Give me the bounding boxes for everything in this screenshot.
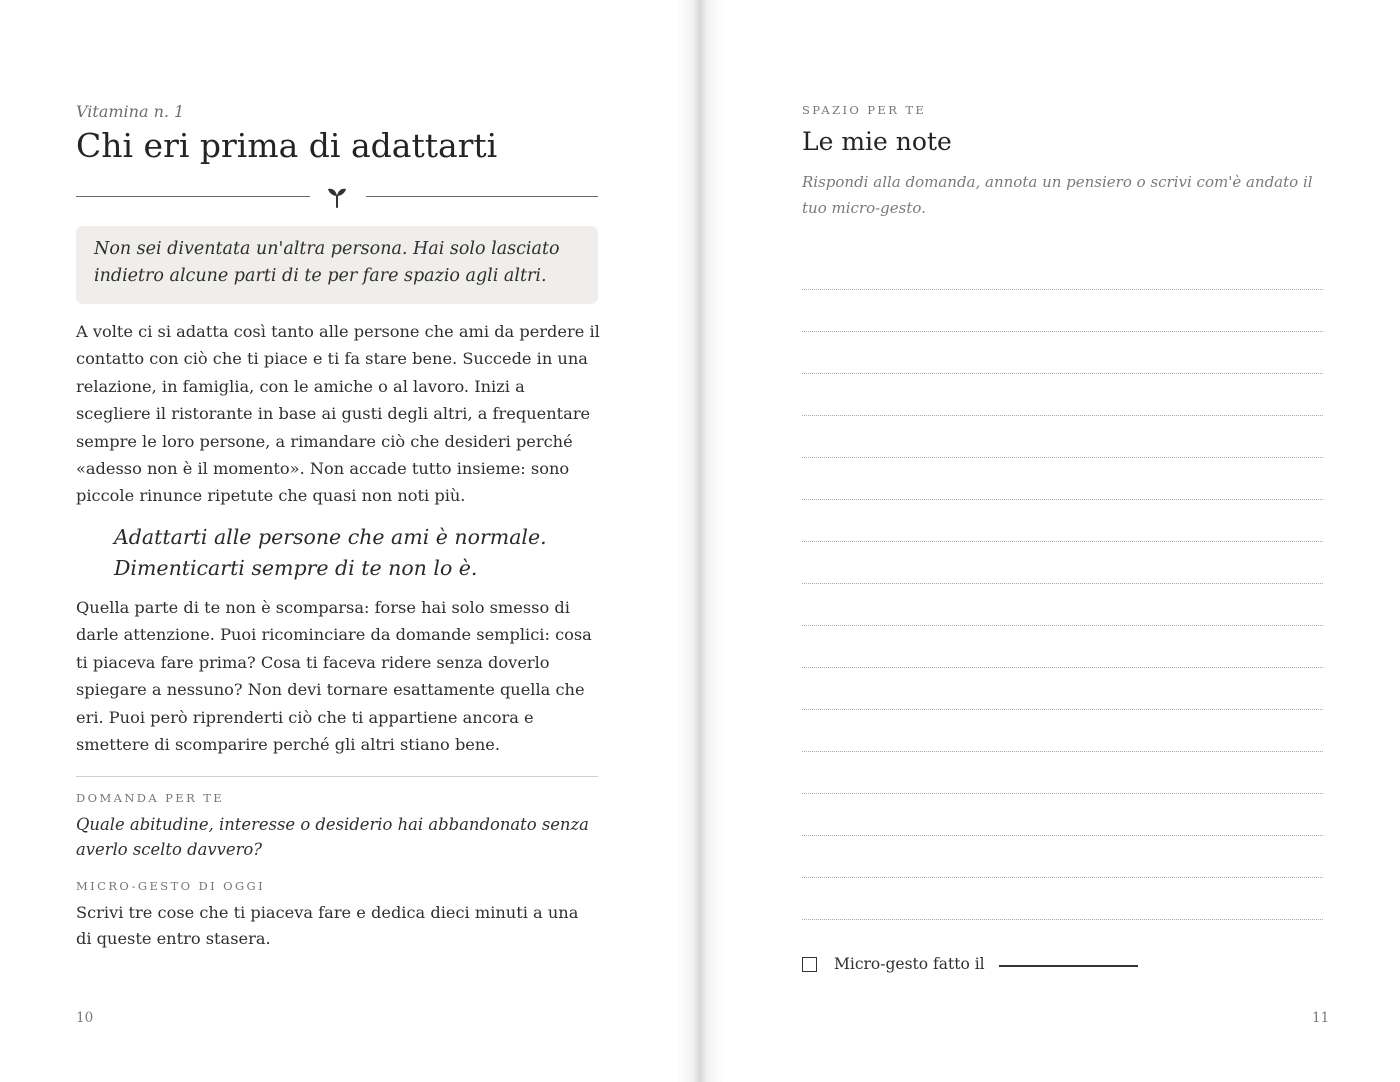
date-write-line[interactable] [999, 965, 1138, 967]
micro-gesture-checkbox-label: Micro-gesto fatto il [834, 955, 985, 973]
question-label: DOMANDA PER TE [76, 791, 225, 805]
micro-gesture-text: Scrivi tre cose che ti piaceva fare e dedica dieci minuti a una di queste entro stasera. [76, 903, 579, 948]
chapter-kicker: Vitamina n. 1 [76, 102, 185, 121]
note-line[interactable] [802, 584, 1323, 626]
question-text: Quale abitudine, interesse o desiderio hai abbandonato senza averlo scelto davvero? [76, 815, 589, 859]
notes-subtitle: Rispondi alla domanda, annota un pensiero o scrivi com'è andato il tuo micro-gesto. [802, 173, 1313, 217]
page-number-right: 11 [1312, 1010, 1330, 1026]
note-line[interactable] [802, 500, 1323, 542]
writing-lines[interactable] [802, 248, 1323, 920]
body-paragraph-1: A volte ci si adatta così tanto alle persone che ami da perdere il contatto con ciò che ti piace e ti fa stare bene. Succede in una relazione, in famiglia, con le amiche o al lavoro. Inizi a scegliere il ristorante in base ai gusti degli altri, a frequentare sempre le loro persone, a rimandare ciò che desideri perché «adesso non è il momento». Non accade tutto insieme: sono piccole rinunce ripetute che quasi non noti più. [76, 322, 600, 506]
note-line[interactable] [802, 416, 1323, 458]
pull-quote-line-1: Adattarti alle persone che ami è normale. [114, 525, 547, 549]
note-line[interactable] [802, 332, 1323, 374]
page-number-left: 10 [76, 1010, 94, 1026]
note-line[interactable] [802, 458, 1323, 500]
sprout-icon [327, 184, 347, 208]
lead-quote: Non sei diventata un'altra persona. Hai solo lasciato indietro alcune parti di te per fare spazio agli altri. [94, 239, 560, 286]
pull-quote [114, 522, 594, 584]
pull-quote-line-2: Dimenticarti sempre di te non lo è. [114, 556, 478, 580]
divider-line-left [76, 196, 310, 197]
divider-line-right [366, 196, 598, 197]
note-line[interactable] [802, 626, 1323, 668]
chapter-title: Chi eri prima di adattarti [76, 126, 498, 165]
micro-gesture-label: MICRO-GESTO DI OGGI [76, 879, 266, 893]
note-line[interactable] [802, 878, 1323, 920]
note-line[interactable] [802, 542, 1323, 584]
note-line[interactable] [802, 752, 1323, 794]
section-separator [76, 776, 598, 777]
note-line[interactable] [802, 374, 1323, 416]
micro-gesture-checkbox[interactable] [802, 957, 817, 972]
note-line[interactable] [802, 248, 1323, 290]
note-line[interactable] [802, 290, 1323, 332]
note-line[interactable] [802, 794, 1323, 836]
notes-title: Le mie note [802, 127, 952, 156]
notes-section-label: SPAZIO PER TE [802, 103, 927, 117]
note-line[interactable] [802, 710, 1323, 752]
note-line[interactable] [802, 836, 1323, 878]
note-line[interactable] [802, 668, 1323, 710]
body-paragraph-2: Quella parte di te non è scomparsa: forse hai solo smesso di darle attenzione. Puoi ricominciare da domande semplici: cosa ti piaceva fare prima? Cosa ti faceva ridere senza doverlo spiegare a nessuno? Non devi tornare esattamente quella che eri. Puoi però riprenderti ciò che ti appartiene ancora e smettere di scomparire perché gli altri stiano bene. [76, 598, 592, 755]
lead-quote-box [76, 226, 598, 304]
ornamental-divider [76, 184, 598, 208]
